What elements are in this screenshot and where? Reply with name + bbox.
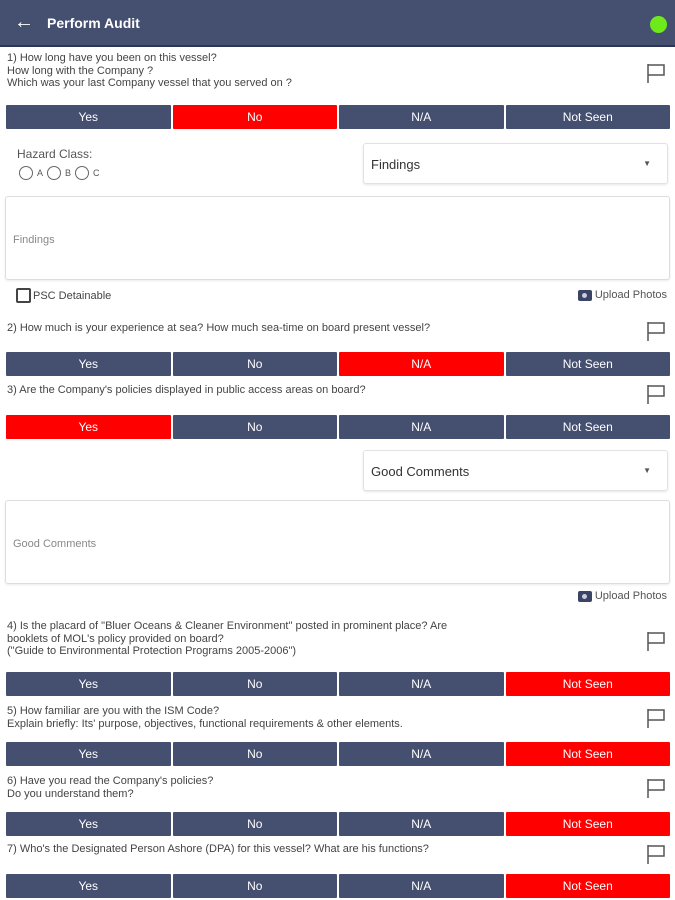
option-n-a-button[interactable]: N/A <box>339 105 504 129</box>
app-header <box>0 0 675 47</box>
option-not-seen-button[interactable]: Not Seen <box>506 742 671 766</box>
option-not-seen-button[interactable]: Not Seen <box>506 672 671 696</box>
option-not-seen-button[interactable]: Not Seen <box>506 352 671 376</box>
good-comments-textarea[interactable]: Good Comments <box>5 500 670 584</box>
status-indicator-icon <box>650 16 667 33</box>
flag-icon[interactable] <box>645 62 667 84</box>
upload-photos-button[interactable]: Upload Photos <box>578 590 667 602</box>
upload-photos-button[interactable]: Upload Photos <box>578 289 667 301</box>
flag-icon[interactable] <box>645 843 667 865</box>
option-no-button[interactable]: No <box>173 874 338 898</box>
answer-options <box>6 352 670 376</box>
option-yes-button[interactable]: Yes <box>6 874 171 898</box>
flag-icon[interactable] <box>645 777 667 799</box>
option-yes-button[interactable]: Yes <box>6 742 171 766</box>
findings-textarea[interactable]: Findings <box>5 196 670 280</box>
option-n-a-button[interactable]: N/A <box>339 742 504 766</box>
option-no-button[interactable]: No <box>173 352 338 376</box>
hazard-class-radios: A B C <box>19 166 100 180</box>
question-text: 4) Is the placard of "Bluer Oceans & Cleaner Environment" posted in prominent place? Are booklets of MOL's policy provided on board? ("Guide to Environmental Protection Programs 2005-2006") <box>7 620 448 657</box>
back-arrow-icon[interactable]: ← <box>14 11 34 33</box>
answer-options <box>6 812 670 836</box>
question-text: 6) Have you read the Company's policies? Do you understand them? <box>7 775 214 800</box>
flag-icon[interactable] <box>645 320 667 342</box>
option-no-button[interactable]: No <box>173 105 338 129</box>
option-no-button[interactable]: No <box>173 812 338 836</box>
checkbox-icon <box>16 288 31 303</box>
question-text: 3) Are the Company's policies displayed in public access areas on board? <box>7 384 366 396</box>
findings-dropdown[interactable]: Findings ▼ <box>363 143 668 184</box>
option-yes-button[interactable]: Yes <box>6 415 171 439</box>
question-text: 1) How long have you been on this vessel? How long with the Company ? Which was your last Company vessel that you served on ? <box>7 52 292 89</box>
answer-options <box>6 415 670 439</box>
answer-options <box>6 672 670 696</box>
page-title: Perform Audit <box>47 15 140 31</box>
option-not-seen-button[interactable]: Not Seen <box>506 415 671 439</box>
option-not-seen-button[interactable]: Not Seen <box>506 812 671 836</box>
radio-c[interactable] <box>75 166 89 180</box>
option-no-button[interactable]: No <box>173 672 338 696</box>
answer-options <box>6 742 670 766</box>
flag-icon[interactable] <box>645 707 667 729</box>
option-n-a-button[interactable]: N/A <box>339 415 504 439</box>
question-text: 7) Who's the Designated Person Ashore (DPA) for this vessel? What are his functions? <box>7 843 429 855</box>
question-text: 2) How much is your experience at sea? How much sea-time on board present vessel? <box>7 322 431 334</box>
hazard-class-label: Hazard Class: <box>17 147 93 161</box>
option-yes-button[interactable]: Yes <box>6 812 171 836</box>
option-no-button[interactable]: No <box>173 742 338 766</box>
option-no-button[interactable]: No <box>173 415 338 439</box>
option-n-a-button[interactable]: N/A <box>339 812 504 836</box>
flag-icon[interactable] <box>645 383 667 405</box>
option-yes-button[interactable]: Yes <box>6 105 171 129</box>
camera-icon <box>578 290 592 301</box>
caret-down-icon: ▼ <box>643 159 651 168</box>
question-text: 5) How familiar are you with the ISM Code? Explain briefly: Its' purpose, objectives, functional requirements & other elements. <box>7 705 403 730</box>
camera-icon <box>578 591 592 602</box>
radio-a[interactable] <box>19 166 33 180</box>
option-yes-button[interactable]: Yes <box>6 672 171 696</box>
flag-icon[interactable] <box>645 630 667 652</box>
radio-b[interactable] <box>47 166 61 180</box>
answer-options <box>6 874 670 898</box>
option-not-seen-button[interactable]: Not Seen <box>506 874 671 898</box>
option-not-seen-button[interactable]: Not Seen <box>506 105 671 129</box>
option-n-a-button[interactable]: N/A <box>339 874 504 898</box>
option-n-a-button[interactable]: N/A <box>339 672 504 696</box>
caret-down-icon: ▼ <box>643 466 651 475</box>
answer-options <box>6 105 670 129</box>
good-comments-dropdown[interactable]: Good Comments ▼ <box>363 450 668 491</box>
psc-detainable-checkbox[interactable]: PSC Detainable <box>16 288 111 303</box>
option-yes-button[interactable]: Yes <box>6 352 171 376</box>
option-n-a-button[interactable]: N/A <box>339 352 504 376</box>
